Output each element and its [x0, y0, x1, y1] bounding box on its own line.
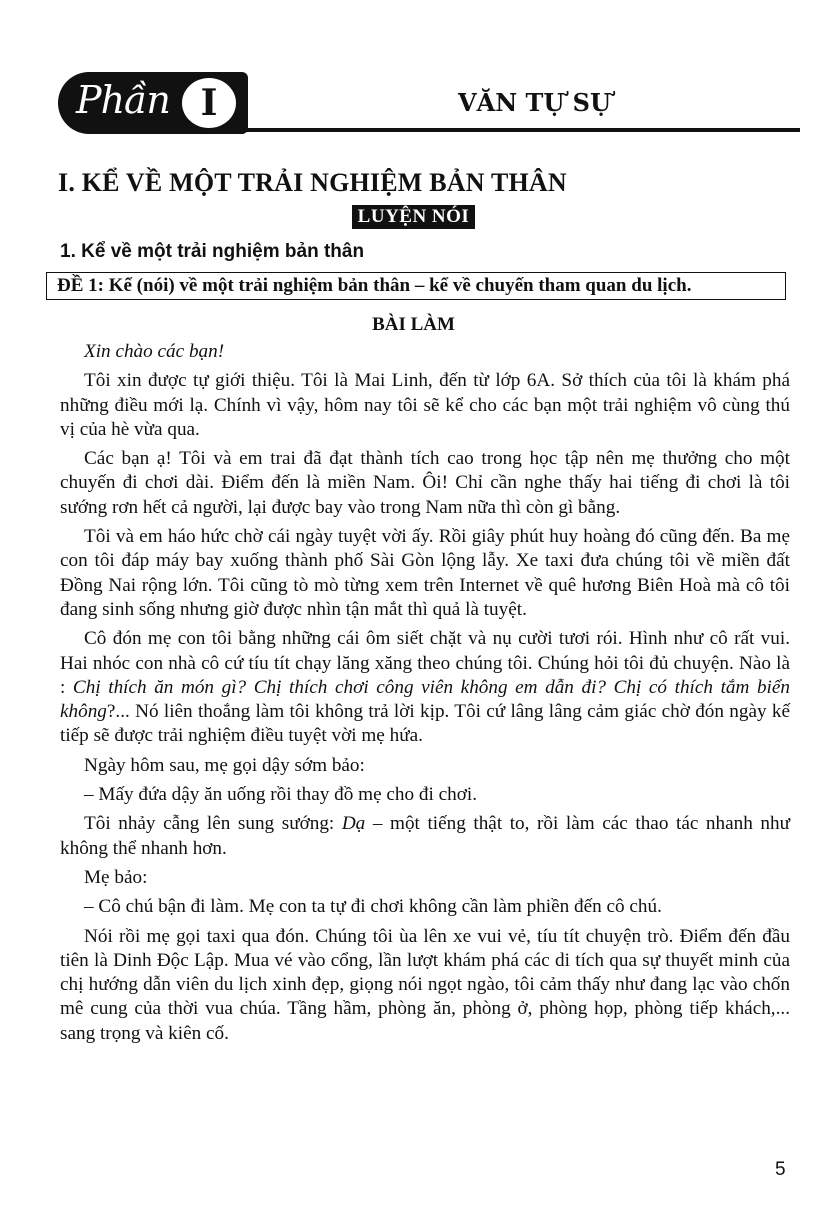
paragraph — [60, 812, 790, 861]
quoted-questions: Chị thích ăn món gì? Chị thích chơi công viên không em dẫn đi? Chị có thích tắm biển không — [60, 676, 790, 723]
part-header — [58, 72, 800, 138]
paragraph: Tôi và em háo hức chờ cái ngày tuyệt vời ấy. Rồi giây phút huy hoàng đó cũng đến. Ba mẹ con tôi đáp máy bay xuống thành phố Sài Gòn lộng lẫy. Xe taxi đưa chúng tôi về miền đất Đồng Nai rộng lớn. Tôi cũng tò mò từng xem trên Internet về quê hương Biên Hoà mà cô tôi đang sinh sống nhưng giờ được nhìn tận mắt thì quả là tuyệt. — [60, 526, 790, 620]
text-span: Tôi nhảy cẫng lên sung sướng: — [84, 813, 342, 835]
paragraph: Tôi xin được tự giới thiệu. Tôi là Mai Linh, đến từ lớp 6A. Sở thích của tôi là khám phá những điều mới lạ. Chính vì vậy, hôm nay tôi sẽ kể cho các bạn một trải nghiệm vô cùng thú vị của hè vừa qua. — [60, 370, 790, 440]
essay-title: BÀI LÀM — [372, 314, 455, 335]
main-heading: I. KỂ VỀ MỘT TRẢI NGHIỆM BẢN THÂN — [58, 168, 567, 197]
paragraph — [60, 627, 790, 748]
paragraph: Các bạn ạ! Tôi và em trai đã đạt thành tích cao trong học tập nên mẹ thưởng cho một chuyến đi chơi dài. Điểm đến là miền Nam. Ôi! Chỉ cần nghe thấy hai tiếng đi chơi là tôi sướng rơn hết cả người, lại được bay vào trong Nam nữa thì còn gì bằng. — [60, 448, 790, 518]
task-box: ĐỀ 1: Kể (nói) về một trải nghiệm bản thân – kể về chuyến tham quan du lịch. — [46, 272, 786, 300]
paragraph: Ngày hôm sau, mẹ gọi dậy sớm bảo: — [84, 754, 365, 776]
essay-body — [60, 340, 790, 1051]
part-number-circle — [176, 72, 242, 134]
paragraph: – Mấy đứa dậy ăn uống rồi thay đồ mẹ cho đi chơi. — [84, 784, 478, 806]
quoted-reply: Dạ — [341, 813, 366, 835]
header-rule — [244, 128, 800, 132]
section-title: VĂN TỰ SỰ — [458, 88, 611, 117]
part-word: Phần — [76, 78, 170, 122]
part-number: I — [200, 82, 218, 124]
paragraph: Mẹ bảo: — [84, 866, 148, 888]
text-span: – một tiếng thật to, rồi làm các thao tác nhanh như không thể nhanh hơn. — [60, 813, 790, 859]
badge-row — [0, 205, 827, 229]
text-span: Cô đón mẹ con tôi bằng những cái ôm siết chặt và nụ cười tươi rói. Hình như cô rất vui. Hai nhóc con nhà cô cứ tíu tít chạy lăng xăng theo chúng tôi. Chúng hỏi tôi đủ chuyện. Nào là : — [60, 628, 790, 698]
sub-heading: 1. Kể về một trải nghiệm bản thân — [60, 241, 365, 262]
paragraph: Nói rồi mẹ gọi taxi qua đón. Chúng tôi ùa lên xe vui vẻ, tíu tít chuyện trò. Điểm đến đầu tiên là Dinh Độc Lập. Mua vé vào cổng, lần lượt khám phá các di tích qua sự thuyết minh của chị hướng dẫn viên du lịch xinh đẹp, giọng nói ngọt ngào, tôi cảm thấy như đang lạc vào chốn mê cung của thời vua chúa. Tầng hầm, phòng ăn, phòng ở, phòng họp, phòng tiếp khách,... sang trọng và kiên cố. — [60, 925, 790, 1044]
page-number: 5 — [775, 1159, 786, 1180]
paragraph: – Cô chú bận đi làm. Mẹ con ta tự đi chơi không cần làm phiền đến cô chú. — [84, 896, 662, 918]
paragraph: Xin chào các bạn! — [84, 341, 225, 362]
luyen-noi-badge: LUYỆN NÓI — [352, 205, 476, 229]
text-span: ?... Nó liên thoắng làm tôi không trả lời kịp. Tôi cứ lâng lâng cảm giác chờ đón ngày kế tiếp sẽ được trải nghiệm điều tuyệt vời mẹ hứa. — [60, 701, 790, 747]
